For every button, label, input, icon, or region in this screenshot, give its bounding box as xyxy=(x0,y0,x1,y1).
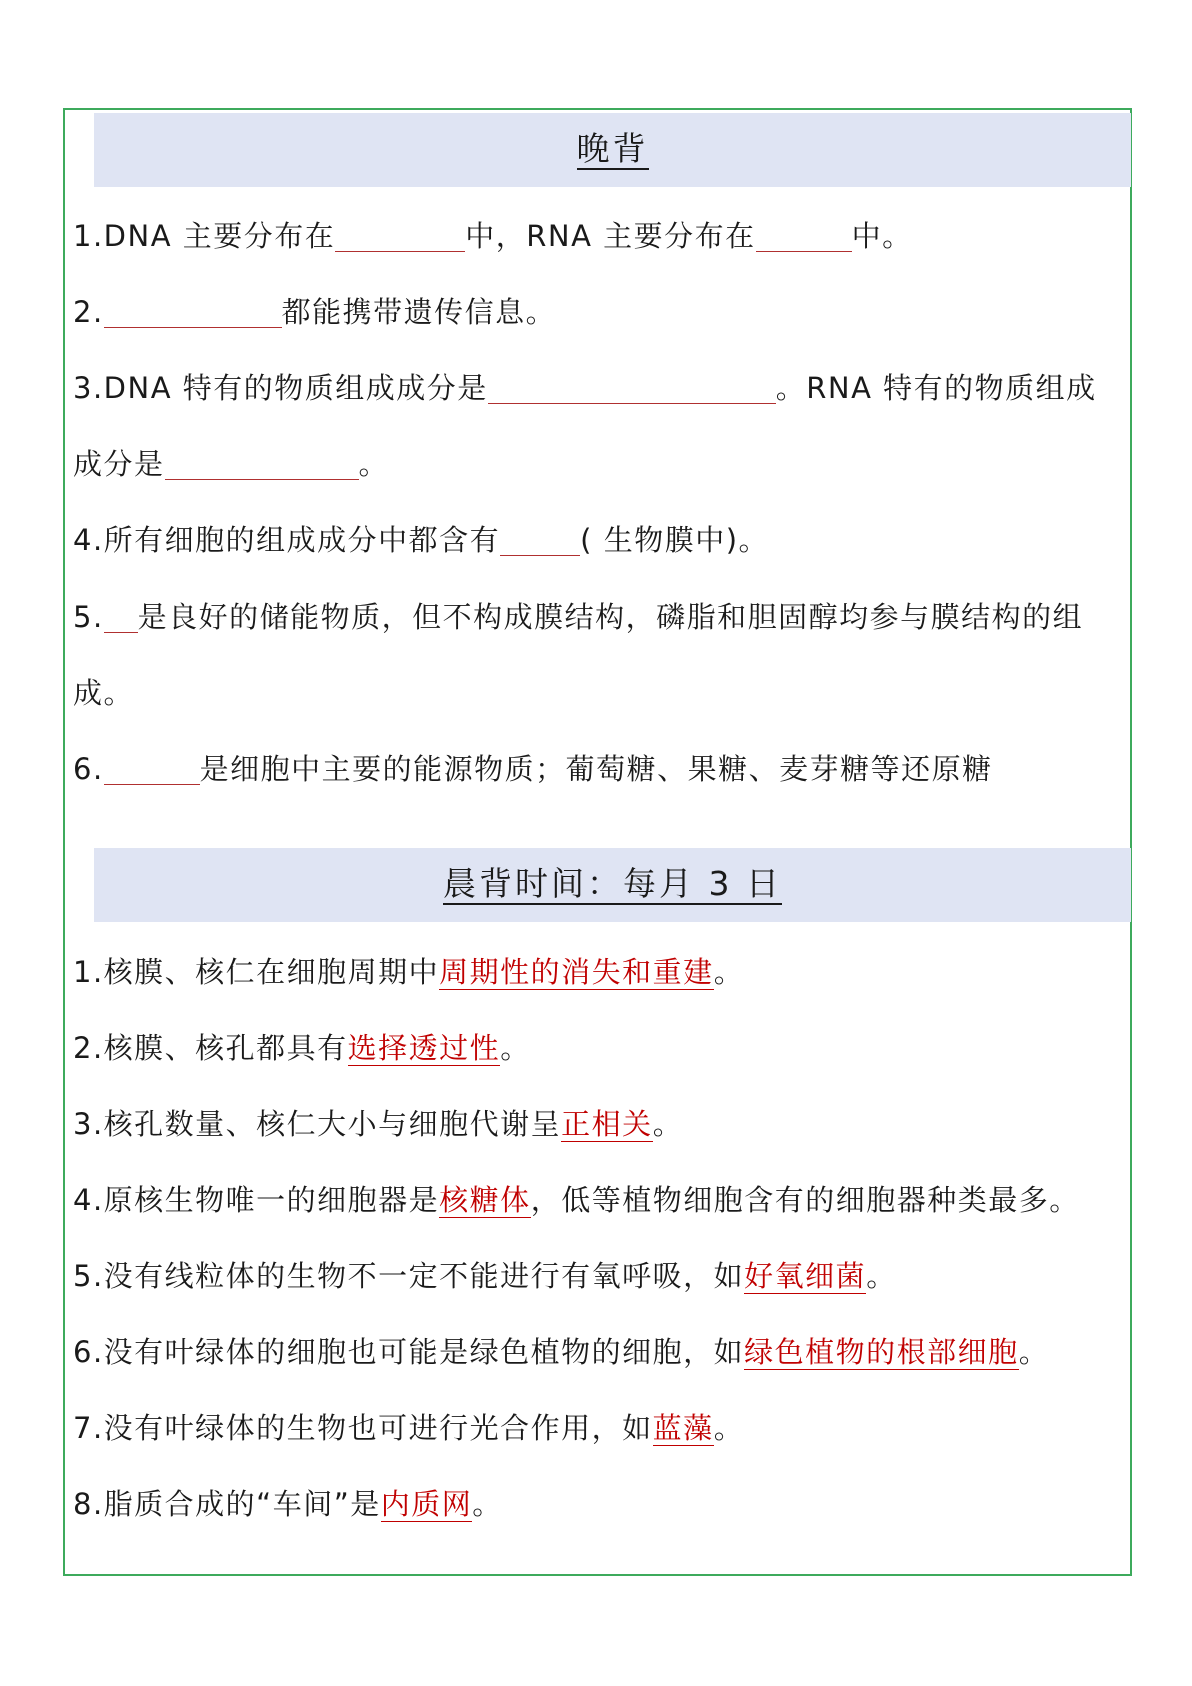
answer-text: 绿色植物的根部细胞 xyxy=(744,1335,1019,1369)
evening-q5-cont: 成。 xyxy=(73,676,135,710)
evening-q2: 2. 都能携带遗传信息。 xyxy=(73,295,557,329)
morning-title: 晨背时间：每月 3 日 xyxy=(443,865,782,906)
evening-q3-cont: 成分是 。 xyxy=(73,447,390,481)
blank xyxy=(104,297,282,328)
evening-q5: 5. 是良好的储能物质，但不构成膜结构，磷脂和胆固醇均参与膜结构的组 xyxy=(73,600,1084,634)
answer-text: 选择透过性 xyxy=(347,1031,501,1065)
evening-q1: 1.DNA 主要分布在 中，RNA 主要分布在 中。 xyxy=(73,219,913,253)
morning-item: 5.没有线粒体的生物不一定不能进行有氧呼吸，如好氧细菌。 xyxy=(73,1259,897,1293)
answer-text: 内质网 xyxy=(380,1487,473,1521)
morning-item: 2.核膜、核孔都具有选择透过性。 xyxy=(73,1031,531,1065)
blank xyxy=(500,525,580,556)
answer-text: 正相关 xyxy=(561,1107,653,1141)
morning-item: 8.脂质合成的“车间”是内质网。 xyxy=(73,1487,503,1521)
answer-text: 好氧细菌 xyxy=(744,1259,867,1293)
morning-item: 3.核孔数量、核仁大小与细胞代谢呈正相关。 xyxy=(73,1107,684,1141)
morning-item: 4.原核生物唯一的细胞器是核糖体，低等植物细胞含有的细胞器种类最多。 xyxy=(73,1183,1080,1217)
blank xyxy=(104,754,200,785)
blank xyxy=(488,373,776,404)
morning-banner xyxy=(94,848,1131,922)
blank xyxy=(165,449,359,480)
evening-title: 晚背 xyxy=(577,130,649,171)
morning-item: 6.没有叶绿体的细胞也可能是绿色植物的细胞，如绿色植物的根部细胞。 xyxy=(73,1335,1050,1369)
answer-text: 周期性的消失和重建 xyxy=(439,955,714,989)
blank xyxy=(104,602,138,633)
answer-text: 核糖体 xyxy=(439,1183,531,1217)
evening-banner xyxy=(94,113,1131,187)
evening-q4: 4.所有细胞的组成成分中都含有 ( 生物膜中)。 xyxy=(73,523,770,557)
evening-q6: 6. 是细胞中主要的能源物质；葡萄糖、果糖、麦芽糖等还原糖 xyxy=(73,752,993,786)
evening-q3: 3.DNA 特有的物质组成成分是 。RNA 特有的物质组成 xyxy=(73,371,1097,405)
morning-item: 7.没有叶绿体的生物也可进行光合作用，如蓝藻。 xyxy=(73,1411,745,1445)
morning-item: 1.核膜、核仁在细胞周期中周期性的消失和重建。 xyxy=(73,955,745,989)
blank xyxy=(756,221,852,252)
blank xyxy=(335,221,465,252)
answer-text: 蓝藻 xyxy=(652,1411,714,1445)
